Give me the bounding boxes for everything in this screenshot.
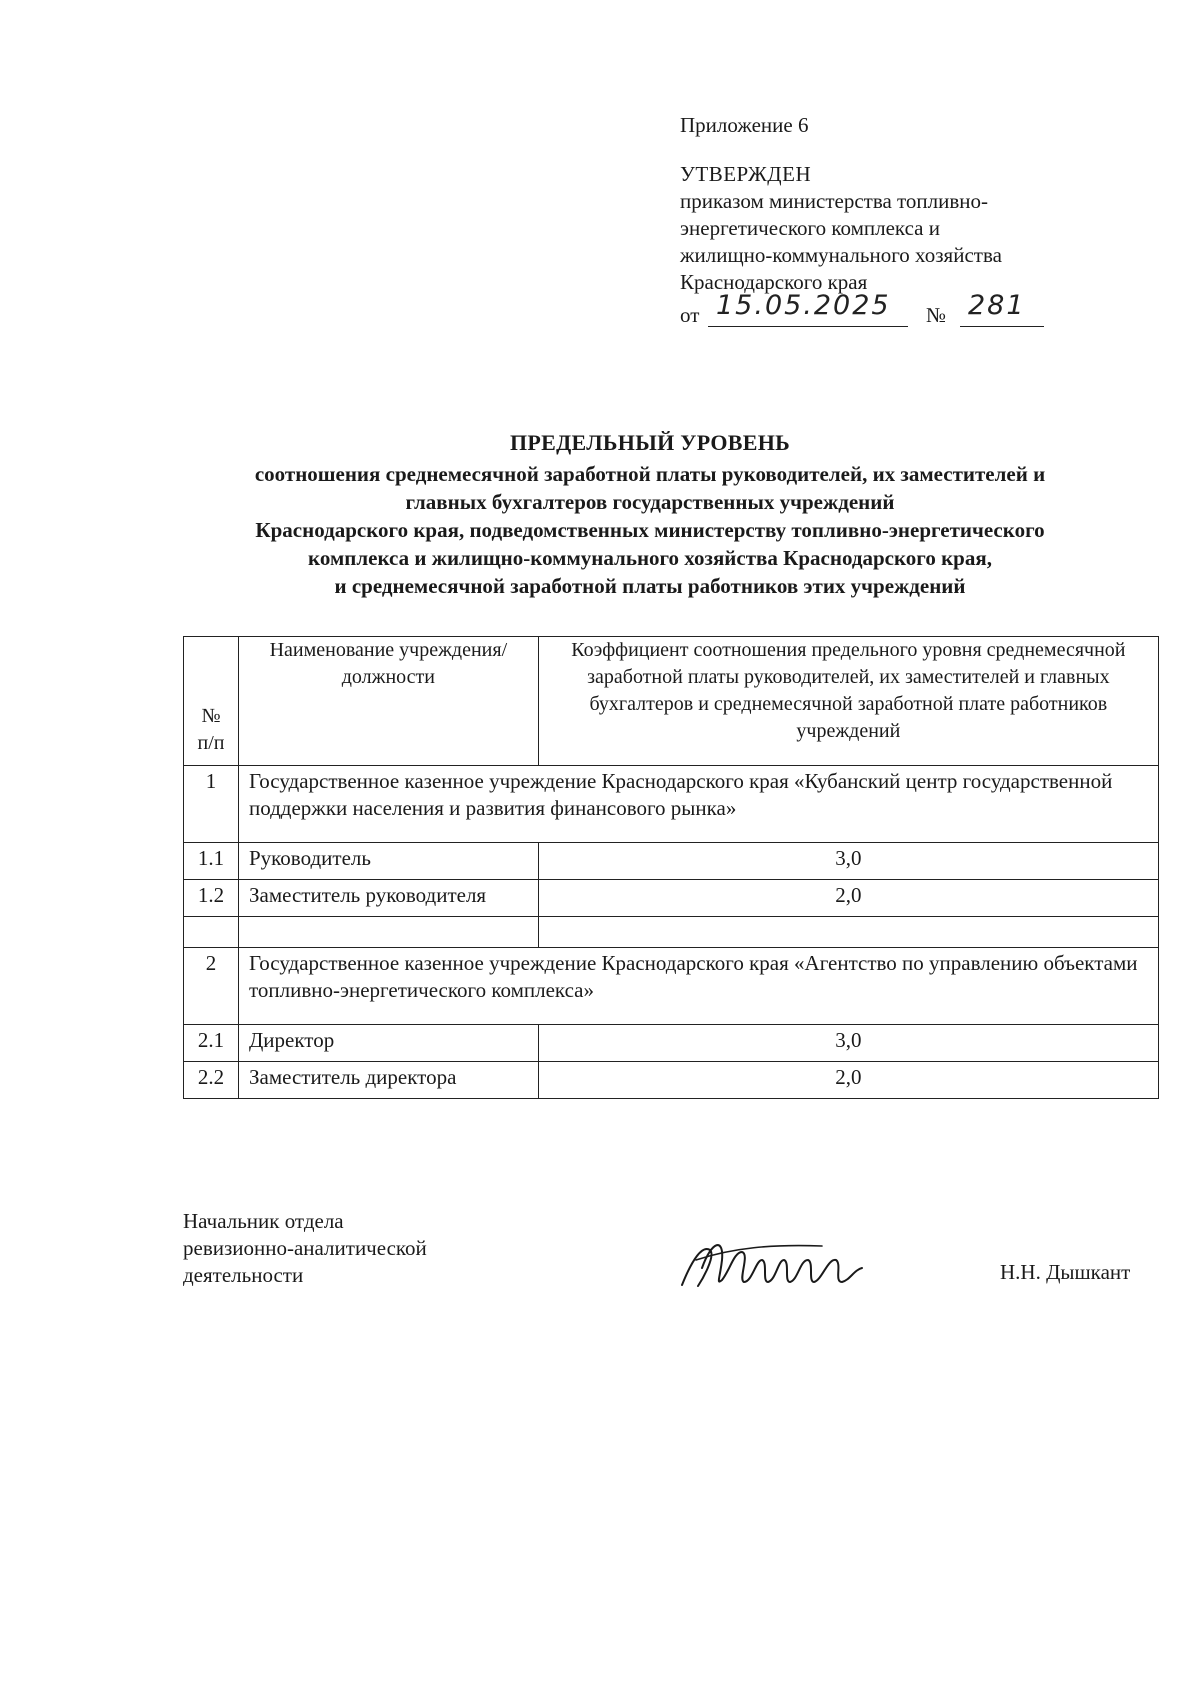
approval-line: жилищно-коммунального хозяйства xyxy=(680,243,1002,267)
signatory-position-line: деятельности xyxy=(183,1263,304,1287)
empty-cell xyxy=(238,917,538,948)
row-coefficient: 2,0 xyxy=(538,880,1158,917)
row-coefficient: 2,0 xyxy=(538,1062,1158,1099)
appendix-label: Приложение 6 xyxy=(680,113,809,137)
date-field xyxy=(708,290,908,327)
approval-line: приказом министерства топливно- xyxy=(680,189,989,213)
row-number: 1.1 xyxy=(184,843,239,880)
row-position: Заместитель директора xyxy=(238,1062,538,1099)
row-number: 2.2 xyxy=(184,1062,239,1099)
approved-label: УТВЕРЖДЕН xyxy=(680,162,812,186)
approval-line: Краснодарского края xyxy=(680,270,868,294)
approval-line: энергетического комплекса и xyxy=(680,216,940,240)
empty-row xyxy=(184,917,1159,948)
number-field xyxy=(960,290,1044,327)
row-position: Руководитель xyxy=(238,843,538,880)
handwritten-date: 15.05.2025 xyxy=(716,290,891,321)
title-line: главных бухгалтеров государственных учреждений xyxy=(405,490,895,514)
org-number: 1 xyxy=(184,766,239,843)
table-row xyxy=(184,843,1159,880)
row-number: 1.2 xyxy=(184,880,239,917)
header-name: Наименование учреждения/должности xyxy=(238,637,538,766)
ratio-table xyxy=(183,636,1159,1099)
handwritten-number: 281 xyxy=(968,290,1026,321)
org-number: 2 xyxy=(184,948,239,1025)
signatory-position xyxy=(183,1208,427,1289)
title-line: соотношения среднемесячной заработной платы руководителей, их заместителей и xyxy=(254,462,1046,486)
signatory-position-line: Начальник отдела xyxy=(183,1209,344,1233)
header-number xyxy=(184,637,239,766)
table-header-row xyxy=(184,637,1159,766)
order-date-line xyxy=(680,290,1100,330)
row-number: 2.1 xyxy=(184,1025,239,1062)
table-row xyxy=(184,1025,1159,1062)
number-prefix: № xyxy=(926,303,947,327)
empty-cell xyxy=(184,917,239,948)
handwritten-signature xyxy=(672,1230,872,1300)
title-line: Краснодарского края, подведомственных министерству топливно-энергетического xyxy=(255,518,1045,542)
org-name: Государственное казенное учреждение Краснодарского края «Агентство по управлению объектами топливно-энергетического комплекса» xyxy=(238,948,1158,1025)
title-main: ПРЕДЕЛЬНЫЙ УРОВЕНЬ xyxy=(510,430,790,455)
row-position: Директор xyxy=(238,1025,538,1062)
table-row xyxy=(184,880,1159,917)
document-title xyxy=(150,428,1150,600)
title-line: и среднемесячной заработной платы работников этих учреждений xyxy=(334,574,966,598)
table-row xyxy=(184,1062,1159,1099)
row-coefficient: 3,0 xyxy=(538,843,1158,880)
row-position: Заместитель руководителя xyxy=(238,880,538,917)
header-number-top: № xyxy=(201,705,221,727)
date-prefix: от xyxy=(680,303,700,327)
table-row xyxy=(184,766,1159,843)
signatory-name: Н.Н. Дышкант xyxy=(1000,1260,1131,1284)
signatory-position-line: ревизионно-аналитической xyxy=(183,1236,427,1260)
header-number-bottom: п/п xyxy=(197,732,225,754)
row-coefficient: 3,0 xyxy=(538,1025,1158,1062)
approval-block xyxy=(680,112,1100,330)
header-coefficient: Коэффициент соотношения предельного уровня среднемесячной заработной платы руководителей, их заместителей и главных бухгалтеров и среднемесячной заработной плате работников учреждений xyxy=(538,637,1158,766)
title-line: комплекса и жилищно-коммунального хозяйства Краснодарского края, xyxy=(308,546,992,570)
table-row xyxy=(184,948,1159,1025)
org-name: Государственное казенное учреждение Краснодарского края «Кубанский центр государственной поддержки населения и развития финансового рынка» xyxy=(238,766,1158,843)
empty-cell xyxy=(538,917,1158,948)
